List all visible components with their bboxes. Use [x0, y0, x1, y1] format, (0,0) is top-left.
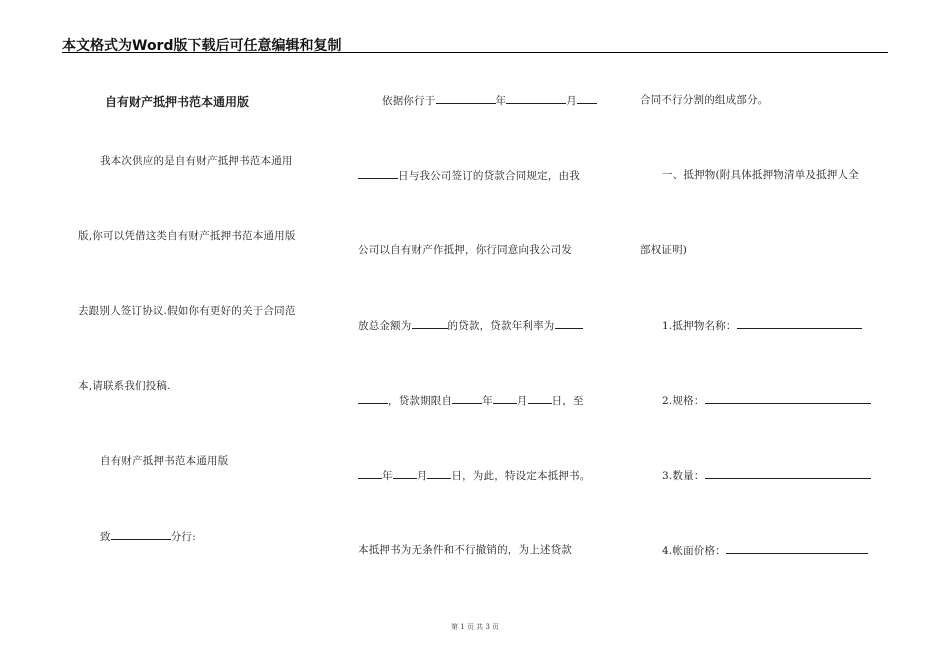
collateral-name-blank [737, 318, 862, 329]
text: 日与我公司签订的贷款合同规定，由我 [398, 170, 580, 182]
text: 依据你行于 [382, 95, 436, 107]
blank-amount [412, 318, 448, 329]
text: 日，至 [551, 395, 584, 407]
addressee-line [100, 529, 196, 544]
text: 年 [382, 470, 393, 482]
blank-start-year [452, 393, 482, 404]
collateral-spec-line [662, 393, 871, 408]
addressee-prefix: 致 [100, 531, 111, 543]
text: 年 [495, 95, 507, 107]
section-subtitle: 自有财产抵押书范本通用版 [100, 455, 229, 467]
label: 2.规格： [662, 395, 705, 407]
text: 月 [516, 395, 528, 407]
collateral-spec-blank [705, 393, 871, 404]
label: 1.抵押物名称： [662, 320, 737, 332]
contract-line-2 [358, 168, 580, 183]
section-collateral-heading-cont: 部权证明) [640, 244, 688, 256]
text: 的贷款，贷款年利率为 [447, 320, 555, 332]
blank-day [577, 93, 597, 104]
collateral-value-line [662, 543, 868, 558]
contract-line-6 [358, 468, 591, 483]
collateral-quantity-line [662, 468, 871, 483]
text: 放总金额为 [358, 320, 412, 332]
label: 3.数量： [662, 470, 705, 482]
section-collateral-heading: 一、抵押物(附具体抵押物清单及抵押人全 [662, 169, 859, 181]
text: 月 [566, 95, 577, 107]
blank-year [436, 93, 496, 104]
header-title: 本文格式为Word版下载后可任意编辑和复制 [62, 38, 342, 54]
text: ，贷款期限自 [388, 395, 453, 407]
blank-end-day [427, 468, 451, 479]
intro-line-1: 我本次供应的是自有财产抵押书范本通用 [100, 155, 293, 167]
header-rule [62, 52, 888, 53]
collateral-name-line [662, 318, 862, 333]
blank-start-day [528, 393, 552, 404]
label: 4.帐面价格： [662, 545, 726, 557]
blank-month [506, 93, 566, 104]
blank-rate-cont [358, 393, 388, 404]
text: 年 [482, 395, 493, 407]
collateral-value-blank [726, 543, 868, 554]
page-footer: 第 1 页 共 3 页 [450, 623, 500, 631]
document-title: 自有财产抵押书范本通用版 [105, 95, 250, 109]
contract-line-5 [358, 393, 584, 408]
contract-line-3: 公司以自有财产作抵押，你行同意向我公司发 [358, 244, 572, 256]
intro-line-2: 版,你可以凭借这类自有财产抵押书范本通用版 [78, 230, 296, 242]
collateral-quantity-blank [705, 468, 871, 479]
blank-rate [555, 318, 583, 329]
contract-line-1 [382, 93, 597, 108]
intro-line-4: 本,请联系我们投稿. [78, 380, 171, 392]
blank-day [358, 168, 398, 179]
text: 月 [416, 470, 428, 482]
branch-name-blank [111, 529, 171, 540]
blank-end-year [358, 468, 382, 479]
contract-line-4 [358, 318, 583, 333]
contract-line-7: 本抵押书为无条件和不行撤销的，为上述贷款 [358, 544, 572, 556]
text: 日，为此，特设定本抵押书。 [451, 470, 591, 482]
blank-end-month [393, 468, 417, 479]
blank-start-month [493, 393, 517, 404]
intro-line-3: 去跟别人签订协议.假如你有更好的关于合同范 [78, 305, 296, 317]
addressee-suffix: 分行: [170, 531, 196, 543]
contract-line-8: 合同不行分割的组成部分。 [640, 94, 769, 106]
